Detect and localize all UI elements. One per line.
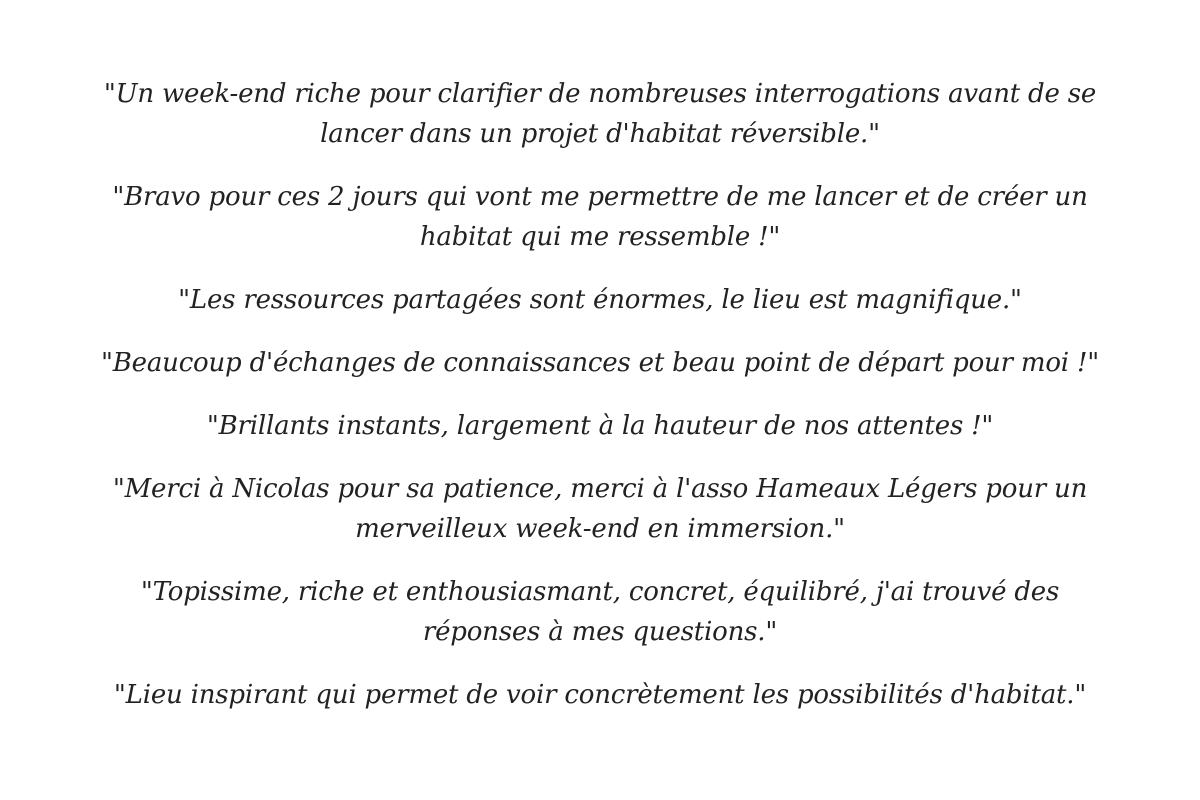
testimonial-quote-5: "Brillants instants, largement à la hauteur de nos attentes !" (206, 411, 994, 441)
testimonial-quote-2: "Bravo pour ces 2 jours qui vont me permettre de me lancer et de créer un habitat qui me ressemble !" (112, 182, 1088, 252)
testimonials-list (0, 74, 1200, 715)
testimonial-quote-6: "Merci à Nicolas pour sa patience, merci à l'asso Hameaux Légers pour un merveilleux week-end en immersion." (112, 474, 1088, 544)
testimonial-quote-7: "Topissime, riche et enthousiasmant, concret, équilibré, j'ai trouvé des réponses à mes questions." (140, 577, 1060, 647)
testimonial-quote-8: "Lieu inspirant qui permet de voir concrètement les possibilités d'habitat." (113, 680, 1087, 710)
testimonial-quote-1: "Un week-end riche pour clarifier de nombreuses interrogations avant de se lancer dans un projet d'habitat réversible." (103, 79, 1097, 149)
testimonial-quote-4: "Beaucoup d'échanges de connaissances et beau point de départ pour moi !" (101, 348, 1099, 378)
testimonial-quote-3: "Les ressources partagées sont énormes, le lieu est magnifique." (178, 285, 1022, 315)
